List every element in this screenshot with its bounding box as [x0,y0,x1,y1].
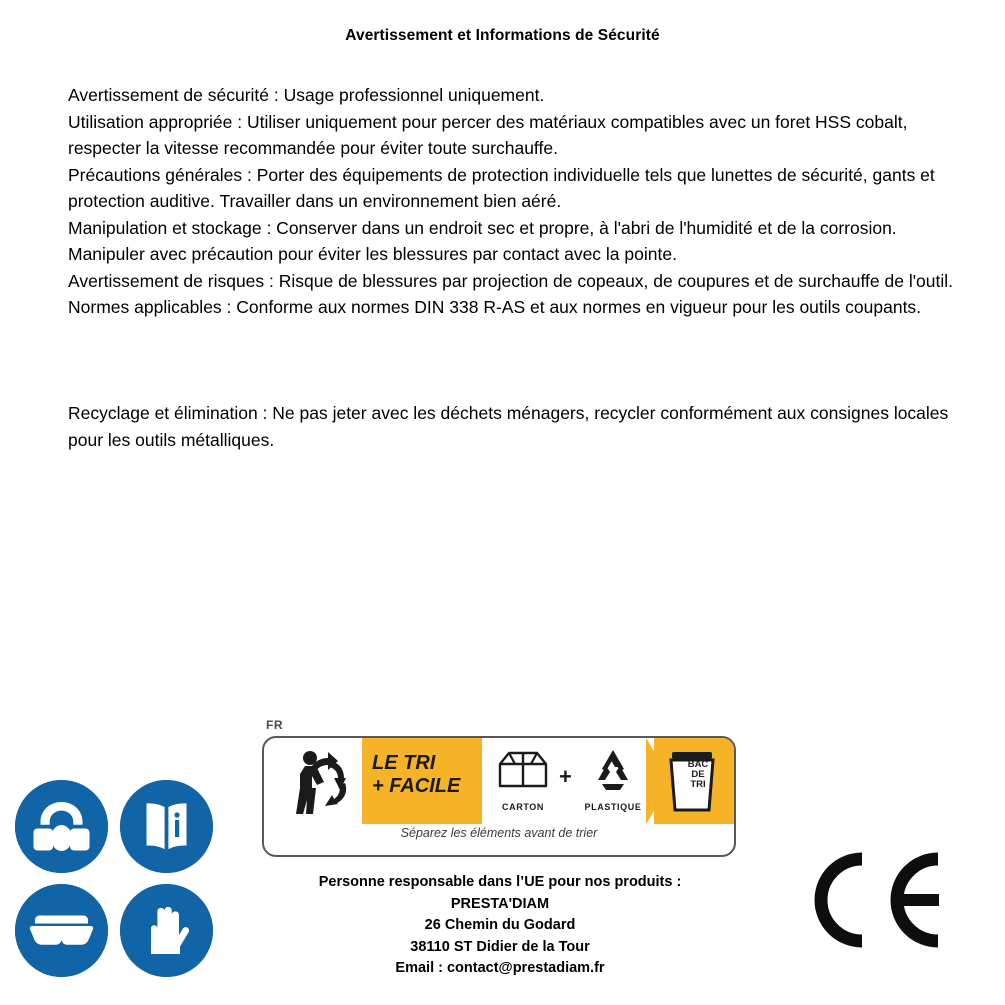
safety-paragraph-4: Manipulation et stockage : Conserver dans un endroit sec et propre, à l'abri de l'humidité et de la corrosion. Manipuler avec précaution pour éviter les blessures par contact avec la pointe. [68,217,897,264]
safety-information-block [68,82,966,321]
triman-plus-sign: + [559,764,572,789]
safety-paragraph-2: Utilisation appropriée : Utiliser uniquement pour percer des matériaux compatibles avec un foret HSS cobalt, respecter la vitesse recommandée pour éviter toute surchauffe. [68,111,908,158]
ear-protection-icon [15,780,108,873]
responsible-person-heading [180,872,820,894]
ce-mark-icon [800,845,945,955]
triman-box [262,736,736,857]
carton-box-icon [486,744,560,796]
responsible-person-address-line-1: 26 Chemin du Godard [424,917,576,933]
recycling-triangle-icon [576,744,650,796]
triman-headline-line1: LE TRI [372,752,436,774]
responsible-person-heading-bold: UE [524,874,545,890]
responsible-person-company: PRESTA'DIAM [450,895,550,912]
read-manual-icon [120,780,213,873]
safety-paragraph-6: Normes applicables : Conforme aux normes DIN 338 R-AS et aux normes en vigueur pour les outils coupants. [68,297,922,317]
page-title: Avertissement et Informations de Sécurité [345,27,660,44]
triman-carton-item [486,744,560,812]
triman-bin-line1: BAC [687,759,709,770]
triman-plastique-caption: PLASTIQUE [584,802,642,812]
triman-figure-icon [274,744,360,818]
safety-paragraph-5: Avertissement de risques : Risque de blessures par projection de copeaux, de coupures et de surchauffe de l'outil. [68,270,954,291]
safety-goggles-icon [15,884,108,977]
safety-paragraph-3: Précautions générales : Porter des équipements de protection individuelle tels que lunettes de sécurité, gants et protection auditive. Travailler dans un environnement bien aéré. [68,164,935,211]
triman-plastique-item [576,744,650,812]
triman-carton-caption: CARTON [502,802,544,812]
safety-paragraph-1: Avertissement de sécurité : Usage professionnel uniquement. [68,85,545,105]
responsible-person-address-line-2: 38110 ST Didier de la Tour [410,938,590,955]
triman-bin-line2: DE [691,769,705,780]
triman-headline-line2: + FACILE [372,775,461,797]
responsible-person-heading-suffix: pour nos produits : [544,874,682,890]
triman-bin-line3: TRI [690,779,706,790]
triman-bin-label [678,760,718,790]
responsible-person-block [180,872,820,980]
recycling-paragraph: Recyclage et élimination : Ne pas jeter avec les déchets ménagers, recycler conformément aux consignes locales pour les outils métalliques. [68,403,949,450]
triman-footer-text: Séparez les éléments avant de trier [400,826,598,840]
recycling-block [68,400,966,453]
triman-headline [372,752,480,798]
responsible-person-email: Email : contact@prestadiam.fr [395,960,605,976]
triman-recycling-label [262,718,737,853]
responsible-person-heading-prefix: Personne responsable dans l’ [318,874,525,890]
triman-country-code: FR [266,718,283,732]
